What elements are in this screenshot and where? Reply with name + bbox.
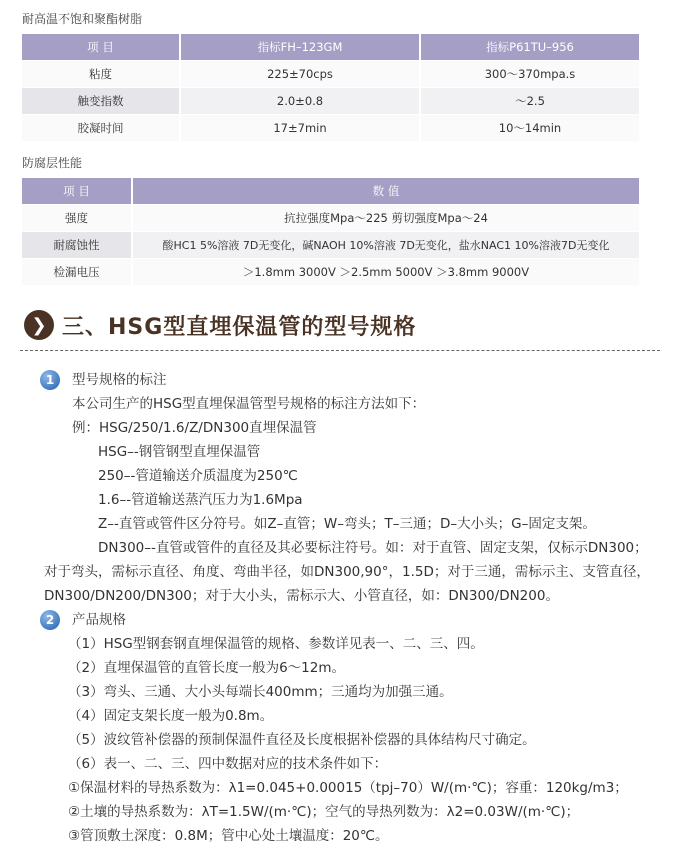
text-line: ②土壤的导热系数为：λT=1.5W/(m·℃)；空气的导热列数为：λ2=0.03W/(m·℃)； <box>68 804 580 820</box>
table-cell: 10～14min <box>420 115 639 142</box>
text-line: DN300–-直管或管件的直径及其必要标注符号。如：对于直管、固定支架，仅标示DN300； <box>98 540 648 556</box>
text-line: HSG–-钢管钢型直埋保温管 <box>98 444 261 460</box>
text-line: 250–-管道输送介质温度为250℃ <box>98 468 298 484</box>
text-line: （1）HSG型钢套钢直埋保温管的规格、参数详见表一、二、三、四。 <box>68 636 484 652</box>
table-row <box>22 88 639 115</box>
table-cell: 抗拉强度Mpa～225 剪切强度Mpa～24 <box>132 205 639 232</box>
text-line: （4）固定支架长度一般为0.8m。 <box>68 708 274 724</box>
resin-table <box>22 34 639 142</box>
text-line: ③管顶敷土深度：0.8M；管中心处土壤温度：20℃。 <box>68 828 389 844</box>
table-cell: 酸HC1 5%溶液 7D无变化，碱NAOH 10%溶液 7D无变化，盐水NAC1 10%溶液7D无变化 <box>132 232 639 259</box>
table-cell: 225±70cps <box>180 61 420 88</box>
section-title-coating: 防腐层性能 <box>22 156 83 170</box>
text-line: Z–-直管或管件区分符号。如Z–直管；W–弯头；T–三通；D–大小头；G–固定支架。 <box>98 516 596 532</box>
table-cell: ＞1.8mm 3000V ＞2.5mm 5000V ＞3.8mm 9000V <box>132 259 639 286</box>
row-label: 强度 <box>22 205 132 232</box>
row-label: 检漏电压 <box>22 259 132 286</box>
table-header-row <box>22 178 639 205</box>
section-heading <box>24 306 416 344</box>
text-line: （3）弯头、三通、大小头每端长400mm；三通均为加强三通。 <box>68 684 453 700</box>
heading-text: 三、HSG型直埋保温管的型号规格 <box>62 314 417 340</box>
number-badge-icon: 2 <box>40 610 60 630</box>
row-label: 粘度 <box>22 61 180 88</box>
row-label: 触变指数 <box>22 88 180 115</box>
table-row <box>22 61 639 88</box>
table-header-row <box>22 34 639 61</box>
table-row <box>22 205 639 232</box>
header-cell: 指标FH–123GM <box>180 34 420 61</box>
table-cell: 17±7min <box>180 115 420 142</box>
dashed-divider <box>20 350 660 351</box>
part-title: 产品规格 <box>72 612 126 628</box>
header-cell: 数 值 <box>132 178 639 205</box>
number-badge-icon: 1 <box>40 370 60 390</box>
table-cell: 300～370mpa.s <box>420 61 639 88</box>
table-row <box>22 232 639 259</box>
text-line: ①保温材料的导热系数为：λ1=0.045+0.00015（tpj–70）W/(m·℃)；容重：120kg/m3； <box>68 780 628 796</box>
text-line: DN300/DN200/DN300；对于大小头，需标示大、小管直径，如：DN300/DN200。 <box>44 588 559 604</box>
text-line: 本公司生产的HSG型直埋保温管型号规格的标注方法如下： <box>72 396 426 412</box>
row-label: 耐腐蚀性 <box>22 232 132 259</box>
table-cell: ～2.5 <box>420 88 639 115</box>
text-line: 1.6–-管道输送蒸汽压力为1.6Mpa <box>98 492 303 508</box>
text-line: （6）表一、二、三、四中数据对应的技术条件如下： <box>68 756 388 772</box>
table-row <box>22 259 639 286</box>
header-cell: 项 目 <box>22 178 132 205</box>
table-cell: 2.0±0.8 <box>180 88 420 115</box>
text-line: 例：HSG/250/1.6/Z/DN300直埋保温管 <box>72 420 317 436</box>
chevron-right-icon: ❯ <box>24 310 54 340</box>
coating-table <box>22 178 639 286</box>
text-line: （2）直埋保温管的直管长度一般为6～12m。 <box>68 660 346 676</box>
text-line: 对于弯头，需标示直径、角度、弯曲半径，如DN300,90°，1.5D；对于三通，需标示主、支管直径， <box>44 564 650 580</box>
part-title: 型号规格的标注 <box>72 372 167 388</box>
row-label: 胶凝时间 <box>22 115 180 142</box>
text-line: （5）波纹管补偿器的预制保温件直径及长度根据补偿器的具体结构尺寸确定。 <box>68 732 536 748</box>
header-cell: 项 目 <box>22 34 180 61</box>
section-title-resin: 耐高温不饱和聚酯树脂 <box>22 12 143 26</box>
header-cell: 指标P61TU–956 <box>420 34 639 61</box>
table-row <box>22 115 639 142</box>
